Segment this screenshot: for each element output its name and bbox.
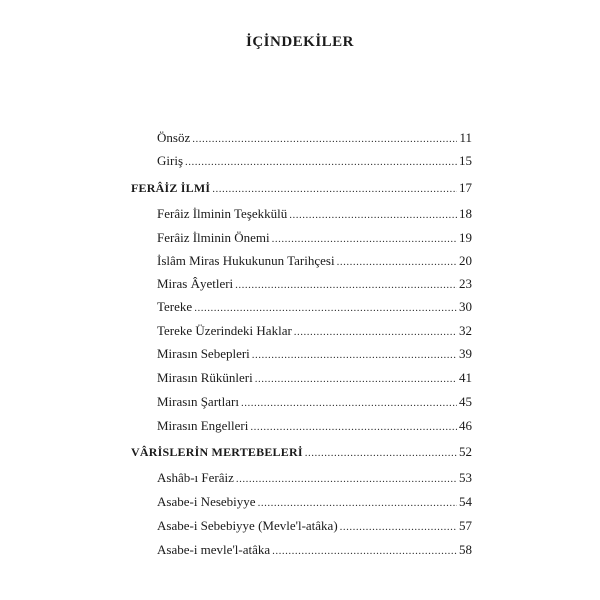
- toc-entry-label: Mirasın Engelleri: [157, 418, 249, 433]
- toc-entry-label: Asabe-i Nesebiyye: [157, 494, 256, 509]
- dot-leader: [272, 233, 457, 245]
- dot-leader: [294, 326, 457, 338]
- dot-leader: [241, 397, 457, 409]
- toc-page-number: 20: [459, 253, 472, 268]
- toc-page-number: 19: [459, 230, 472, 245]
- toc-page-number: 52: [459, 444, 472, 459]
- toc-page-number: 41: [459, 370, 472, 385]
- toc-entry-label: Mirasın Rükünleri: [157, 370, 253, 385]
- toc-entry-row: [157, 153, 472, 171]
- dot-leader: [272, 545, 457, 557]
- dot-leader: [212, 183, 457, 195]
- toc-page-number: 58: [459, 542, 472, 557]
- toc-entry-label: VÂRİSLERİN MERTEBELERİ: [131, 445, 303, 459]
- toc-entry-label: Ferâiz İlminin Teşekkülü: [157, 206, 288, 221]
- toc-page-number: 32: [459, 323, 472, 338]
- toc-entry-label: Ferâiz İlminin Önemi: [157, 230, 270, 245]
- toc-entry-row: [157, 130, 472, 148]
- dot-leader: [289, 209, 457, 221]
- toc-entry-row: [157, 542, 472, 560]
- toc-page-number: 39: [459, 346, 472, 361]
- toc-entry-row: [157, 299, 472, 317]
- dot-leader: [194, 302, 457, 314]
- toc-entry-label: Giriş: [157, 153, 183, 168]
- toc-entry-label: FERÂİZ İLMİ: [131, 181, 211, 195]
- dot-leader: [337, 256, 457, 268]
- toc-entry-row: [157, 518, 472, 536]
- toc-entry-row: [157, 276, 472, 294]
- toc-page-number: 30: [459, 299, 472, 314]
- toc-entry-row: [157, 346, 472, 364]
- toc-entry-label: Tereke: [157, 299, 193, 314]
- toc-page-number: 46: [459, 418, 472, 433]
- toc-page-number: 17: [459, 180, 472, 195]
- dot-leader: [258, 497, 457, 509]
- toc-entry-label: Mirasın Şartları: [157, 394, 239, 409]
- dot-leader: [255, 373, 457, 385]
- toc-page-number: 57: [459, 518, 472, 533]
- toc-page-number: 11: [459, 130, 472, 145]
- toc-page-number: 15: [459, 153, 472, 168]
- page-title: İÇİNDEKİLER: [245, 34, 355, 50]
- toc-entry-label: Mirasın Sebepleri: [157, 346, 250, 361]
- toc-entry-label: Tereke Üzerindeki Haklar: [157, 323, 292, 338]
- toc-section-row: [131, 444, 472, 462]
- toc-entry-label: Asabe-i mevle'l-atâka: [157, 542, 271, 557]
- dot-leader: [192, 133, 457, 145]
- dot-leader: [252, 349, 457, 361]
- toc-entry-label: Asabe-i Sebebiyye (Mevle'l-atâka): [157, 518, 338, 533]
- dot-leader: [250, 421, 457, 433]
- dot-leader: [340, 521, 457, 533]
- toc-entry-label: Ashâb-ı Ferâiz: [157, 470, 234, 485]
- toc-entry-row: [157, 418, 472, 436]
- dot-leader: [185, 156, 457, 168]
- toc-entry-row: [157, 470, 472, 488]
- dot-leader: [236, 473, 457, 485]
- toc-entry-row: [157, 253, 472, 271]
- toc-page-number: 53: [459, 470, 472, 485]
- toc-section-row: [131, 180, 472, 198]
- toc-entry-label: İslâm Miras Hukukunun Tarihçesi: [157, 253, 335, 268]
- toc-page-number: 23: [459, 276, 472, 291]
- dot-leader: [235, 279, 457, 291]
- toc-entry-row: [157, 230, 472, 248]
- dot-leader: [305, 447, 457, 459]
- toc-entry-row: [157, 206, 472, 224]
- toc-entry-row: [157, 323, 472, 341]
- toc-entry-label: Miras Âyetleri: [157, 276, 234, 291]
- toc-entry-label: Önsöz: [157, 130, 191, 145]
- toc-page-number: 45: [459, 394, 472, 409]
- toc-entry-row: [157, 494, 472, 512]
- toc-entry-row: [157, 370, 472, 388]
- toc-page-number: 54: [459, 494, 472, 509]
- toc-page-number: 18: [459, 206, 472, 221]
- toc-entry-row: [157, 394, 472, 412]
